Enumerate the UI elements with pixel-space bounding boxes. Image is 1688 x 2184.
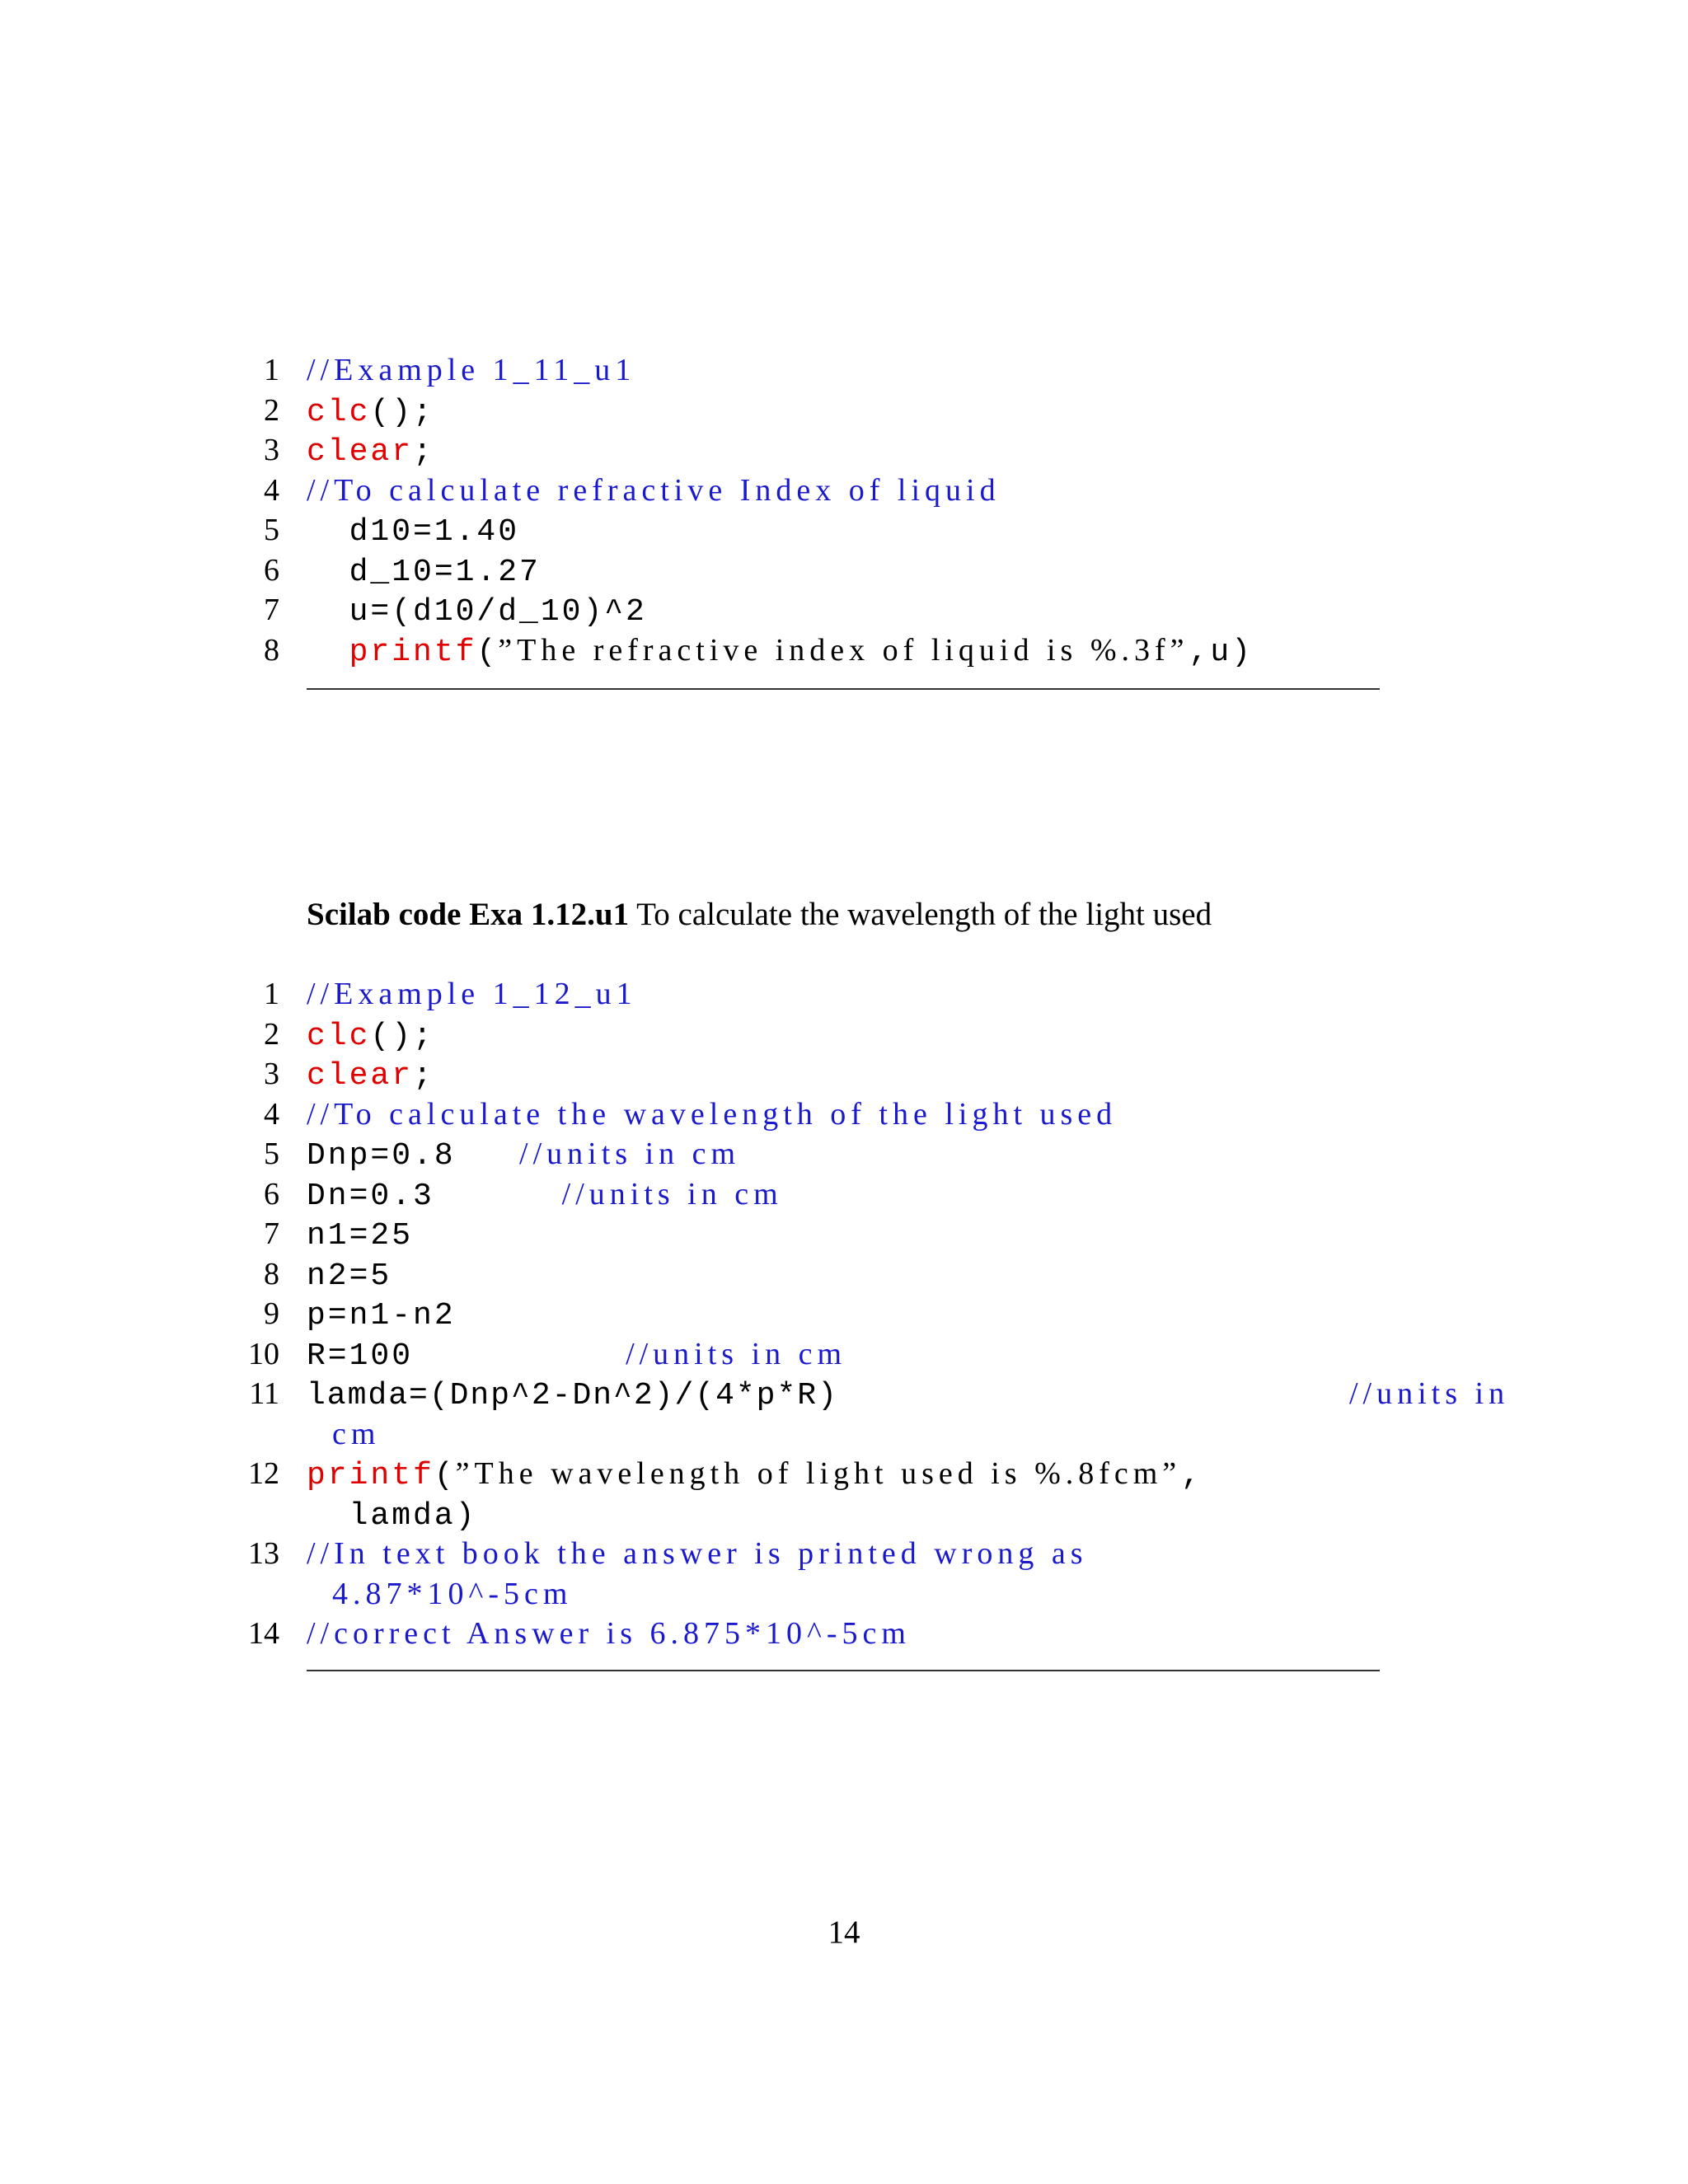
code-token: ; [413,1058,434,1094]
code-keyword: printf [307,1458,434,1493]
line-number: 10 [248,1336,279,1371]
line-number: 6 [264,1176,279,1212]
code-line [0,1494,1688,1535]
line-text [307,630,1253,673]
line-text [307,430,434,473]
listing-caption [307,892,1212,938]
code-line [0,1094,1688,1135]
line-number: 7 [264,1216,279,1251]
line-number: 2 [264,392,279,428]
code-token: (); [370,394,434,430]
code-line [0,1214,1688,1254]
code-line [0,1454,1688,1494]
line-text [307,1574,572,1615]
line-number: 3 [264,1057,279,1091]
line-number: 12 [248,1456,279,1491]
code-string: ”The wavelength of light used is %.8fcm” [455,1456,1182,1491]
code-token: , [1181,1458,1203,1493]
code-string: ”The refractive index of liquid is %.3f” [498,632,1189,668]
code-token [307,635,349,670]
line-number: 1 [264,353,279,387]
code-line [0,1614,1688,1654]
line-number: 5 [264,1137,279,1171]
code-line [0,974,1688,1015]
code-line [0,510,1688,551]
line-text [307,1454,1203,1497]
code-line [0,1374,1688,1414]
line-number: 4 [264,472,279,508]
page-number: 14 [828,1915,860,1950]
code-line [0,1054,1688,1094]
code-line [0,1134,1688,1174]
line-text [307,1374,1509,1417]
code-token: d_10=1.27 [307,554,541,590]
code-token: ,u) [1189,634,1253,670]
caption-label: Scilab code Exa 1.12.u1 [307,897,630,932]
code-line [0,590,1688,630]
code-line [0,471,1688,511]
caption-text: To calculate the wavelength of the light used [636,897,1212,932]
code-keyword: printf [349,634,477,670]
line-text [307,510,519,553]
code-token: lamda) [307,1497,477,1534]
line-text [307,1254,392,1297]
code-line [0,1574,1688,1615]
line-number: 7 [264,593,279,627]
code-keyword: clc [307,1018,371,1054]
code-comment: //units in [1349,1376,1510,1411]
code-keyword: clc [307,394,371,430]
code-line [0,1414,1688,1455]
code-keyword: clear [307,434,414,470]
line-text [307,590,647,633]
line-text [307,1614,911,1654]
code-line [0,430,1688,471]
code-comment: //Example 1_11_u1 [307,353,636,387]
line-number: 13 [248,1536,279,1571]
listing-2-bottom-rule [307,1670,1380,1671]
line-text [307,391,434,434]
line-number: 3 [264,433,279,467]
code-line [0,1334,1688,1375]
line-number: 11 [249,1376,279,1411]
line-text [307,551,541,593]
code-token: ( [434,1458,456,1493]
code-comment: //To calculate the wavelength of the light used [307,1096,1118,1132]
line-number: 8 [264,632,279,668]
line-text [307,1294,456,1337]
line-text [307,974,637,1015]
code-line [0,350,1688,391]
line-text [307,1015,434,1057]
line-number: 9 [264,1296,279,1331]
code-token: u=(d10/d_10)^2 [307,594,647,630]
code-line [0,1254,1688,1295]
code-token: lamda=(Dnp^2-Dn^2)/(4*p*R) [307,1378,1349,1413]
line-text [307,1214,413,1257]
listing-1-bottom-rule [307,688,1380,690]
code-token: ; [413,434,434,470]
code-comment: //units in cm [626,1336,847,1371]
line-number: 6 [264,552,279,588]
code-comment: 4.87*10^-5cm [307,1576,573,1611]
code-line [0,1294,1688,1334]
line-text [307,1174,783,1217]
code-line [0,391,1688,431]
line-text [307,1494,476,1537]
code-token: ( [476,634,499,670]
code-comment: //In text book the answer is printed wrong as [307,1536,1088,1571]
code-line [0,1015,1688,1055]
line-number: 14 [248,1616,279,1651]
code-line [0,1534,1688,1574]
line-text [307,1054,434,1097]
line-number: 4 [264,1096,279,1132]
line-text [307,1334,846,1377]
code-comment: //To calculate refractive Index of liquid [307,472,1001,508]
line-text [307,1534,1088,1574]
code-token: Dnp=0.8 [307,1138,520,1174]
code-comment: //Example 1_12_u1 [307,977,637,1011]
code-token: n1=25 [307,1218,414,1254]
line-text [307,1094,1117,1135]
line-text [307,1134,740,1177]
code-token: d10=1.40 [307,514,520,550]
line-text [307,350,635,391]
code-comment: //correct Answer is 6.875*10^-5cm [307,1616,911,1651]
code-line [0,1174,1688,1215]
line-number: 5 [264,513,279,547]
code-token: Dn=0.3 [307,1178,562,1214]
line-number: 1 [264,977,279,1011]
code-comment: cm [307,1416,381,1451]
code-listing-1 [0,350,1688,670]
code-line [0,630,1688,671]
code-comment: //units in cm [561,1176,783,1212]
code-listing-2 [0,974,1688,1654]
line-number: 8 [264,1256,279,1291]
line-number: 2 [264,1016,279,1052]
line-text [307,471,1001,511]
code-token: (); [370,1018,434,1054]
code-token: n2=5 [307,1258,392,1294]
code-token: p=n1-n2 [307,1298,456,1333]
code-comment: //units in cm [519,1137,741,1171]
code-token: R=100 [307,1338,626,1374]
line-text [307,1414,380,1455]
code-line [0,551,1688,591]
code-keyword: clear [307,1058,414,1094]
